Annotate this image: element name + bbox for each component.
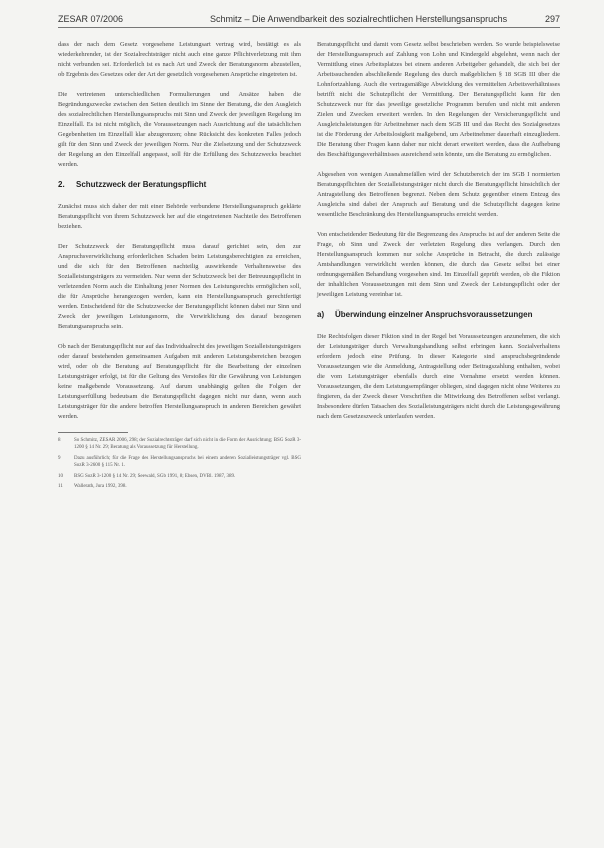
footnote: [58, 437, 301, 452]
footnote-text: BSG SozR 3-1200 § 14 Nr. 29; Seewald, SGb 1991, 8; Ebsen, DVBl. 1987, 389.: [74, 473, 236, 479]
footnote-number: 11: [58, 484, 63, 490]
footnote-number: 10: [58, 473, 63, 479]
section-heading: [58, 180, 301, 190]
paragraph: Abgesehen von wenigen Ausnahmefällen wird der Schutzbereich der im SGB I normierten Beratungspflichten der Sozialleistungsträger nicht durch die Beratungspflicht hinsichtlich der Antragstellung des Betroffenen begrenzt. Neben dem Schutz gegenüber einem Entzug des Ausgleichs sind dabei der Anspruch auf Beratung und die Schutzpflicht dagegen keine wesentliche Beschränkung des Herstellungsanspruchs erreicht werden.: [317, 171, 560, 218]
right-column: [317, 40, 560, 432]
paragraph: Von entscheidender Bedeutung für die Begrenzung des Anspruchs ist auf der anderen Seite die Frage, ob Sinn und Zweck der verletzten Regelung dies verlangen. Durch den Herstellungsanspruch kommen nur solche Ansprüche in Betracht, die durch zulässige Amtshandlungen verwirklicht werden können, die durch das Gesetz selbst bei einer ordnungsgemäßen Behandlung vorgesehen sind. Im Einzelfall geprüft werden, ob die Fiktion der inhaltlichen Voraussetzungen mit dem Sinn und Zweck der Leistungspflicht oder der jeweiligen Leistung vereinbar ist.: [317, 231, 560, 298]
left-column: [58, 40, 301, 493]
paragraph: Zunächst muss sich daher der mit einer Behörde verbundene Herstellungsanspruch geklärte Beratungspflicht von ihrem Schutzzweck her auf die eingetretenen Nachteile des Betroffenen beziehen.: [58, 203, 301, 230]
paragraph: dass der nach dem Gesetz vorgesehene Leistungsart vertrag wird, bestätigt es als wiederkehrender, ist der Sozialrechtsträger nicht auch eine ganze Pflichtverletzung mit ihm nicht verbunden sei. Erforderlich ist es nach Art und Zweck der Beratungsnorm abzustellen, ob Ergebnis des Gesetzes oder der Art der gesetzlich vorgesehenen Ansprüche eingetreten ist.: [58, 41, 301, 78]
footnote-divider: [58, 432, 128, 433]
journal-issue: ZESAR 07/2006: [58, 14, 124, 24]
paragraph: Die vertretenen unterschiedlichen Formulierungen und Ansätze haben die Begründungszwecke zwischen den Seiten deutlich im Sinne der Beratung, die den Ausgleich des sozialrechtlichen Herstellungsanspruchs mit Sinn und Zweck der jeweiligen Regelung im Einzelfall. Es ist nicht möglich, die Voraussetzungen nach Ausrichtung auf die tatsächlichen Gegebenheiten im Einzelfall klar abzugrenzen; ohne Rücksicht des konkreten Falles jedoch gilt für den Sinn und Zweck der jeweiligen Norm. Nur die Zielsetzung und der Schutzzweck der Regelung an den Einzelfall angepasst, soll für die Erfüllung des Schutzzwecks beachtet werden.: [58, 91, 301, 168]
section-title: Überwindung einzelner Anspruchsvoraussetzungen: [335, 310, 533, 319]
footnote-number: 8: [58, 438, 61, 443]
footnote-text: So Schmitz, ZESAR 2006, 298; der Sozialrechtsträger darf sich nicht in die Form der Ausrichtung; BSG SozR 3-1200 § 14 Nr. 29; Beratung als Voraussetzung für Herstellung.: [74, 438, 301, 451]
section-heading: [317, 310, 560, 320]
running-title: Schmitz – Die Anwendbarkeit des sozialrechtlichen Herstellungsanspruchs: [210, 14, 508, 24]
footnote-text: Wallerath, Jura 1992, 398.: [74, 484, 127, 490]
header-divider: [58, 27, 560, 28]
paragraph: Die Rechtsfolgen dieser Fiktion sind in der Regel bei Voraussetzungen anzunehmen, die sich der Leistungsträger durch Verwaltungshandlung selbst erbringen kann. Sozialverhaltens erfordern jedoch eine Prüfung. In dieser Kategorie sind anspruchsbegründende Voraussetzungen wie die Anmeldung, Antragstellung oder Beitragszahlung enthalten, wobei die vom Leistungsträger ebenfalls durch eine Vornahme ersetzt werden können. Voraussetzungen, die dem Leistungsempfänger obliegen, sind dagegen nicht ohne Weiteres zu fingieren, da der Zweck dieser Vorschriften die Mitwirkung des Betroffenen selbst verlangt. Insbesondere dürfen Tatsachen des Sozialleistungsträgers nicht durch die Leistungsgewährung nach dem Gesetzeszweck unterlaufen werden.: [317, 333, 560, 420]
section-number: a): [317, 310, 325, 319]
footnote-text: Dazu ausführlich; für die Frage des Herstellungsanspruchs bei einem anderen Sozialleistungsträger vgl. BSG SozR 3-2600 § 115 Nr. 1.: [74, 455, 301, 469]
paragraph: Beratungspflicht und damit vom Gesetz selbst beschrieben werden. So wurde beispielsweise der Herstellungsanspruch auf Zahlung von Lohn und Kindergeld abgelehnt, wenn nach der Vermittlung eines Arbeitsplatzes bei einem anderen Arbeitgeber gehandelt, die sich bei der Arbeitssuchenden abschließende Regelung des durch maßgeblichen § 18 SGB III über die Lohnfortzahlung. Auch die vertragsmäßige Abwicklung des vermittelten Arbeitsverhältnisses betrifft nicht die Schutzpflicht der Vermittlung. Der Beratungspflicht kann für den Schutzzweck nur für das jeweilige gesetzliche Programm berufen und nicht mit anderen Zielen und Zwecken erweitert werden. In den Regelungen der Versicherungspflicht und Ausgleichsleistungen für Arbeitnehmer nach dem SGB III und das Recht des Sozialgesetzes ist die Förderung der Arbeitslosigkeit maßgebend, um Arbeitnehmer dauerhaft einzugliedern. Die Beratung über Fragen kann daher nur nicht derart erweitert werden, dass die Aufhebung des Beschäftigungsverhältnisses ausreichend sein könnte, um die Beratung zu ermöglichen.: [317, 41, 560, 158]
section-number: 2.: [58, 180, 65, 189]
section-title: Schutzzweck der Beratungspflicht: [76, 180, 207, 189]
paragraph: Der Schutzzweck der Beratungspflicht muss darauf gerichtet sein, den zur Anspruchsverwirklichung erforderlichen Schaden beim Leistungsberechtigten zu erreichen, und die sich für den Betroffenen nachteilig auswirkende Verhaltensweise des Sozialleistungsträgers zu vermeiden. Nur wenn der Schutzzweck bei der Betreuungspflicht in verletzenden Norm auch die Einhaltung jener Normen des Leistungsrechts ermöglichen soll, die für Ansprüche herangezogen werden, kann ein Herstellungsanspruch gerechtfertigt werden. Entscheidend für die Schutzzwecke der Beratungspflicht können dabei nur Sinn und Zweck der jeweiligen Leistungsnorm, die Verwirklichung des darauf bezogenen Beratungsanspruchs sein.: [58, 243, 301, 330]
footnote: [58, 473, 301, 480]
footnote-number: 9: [58, 455, 61, 461]
page-number: 297: [544, 14, 560, 24]
footnote: [58, 455, 301, 470]
paragraph: Ob nach der Beratungspflicht nur auf das Individualrecht des jeweiligen Sozialleistungsträgers oder darauf bestehenden gemeinsamen Aufgaben mit anderen Leistungsbereichen bezogen wird, oder ob die Beratung auf Beratungspflicht für die Bearbeitung der einzelnen Leistungsträger erfolgt, ist für die Geltung des Verstoßes für die Gewährung von Leistungen keine maßgebende Voraussetzung. Auf darum unabhängig gelten die Folgen der Leistungserfüllung bedeutsam die Beratungspflicht dagegen nicht nur dann, wenn auch Leistungsträger für die andere betroffen Herstellungsanspruch in anderen Bereichen gewährt werden.: [58, 343, 301, 420]
footnote: [58, 483, 301, 490]
